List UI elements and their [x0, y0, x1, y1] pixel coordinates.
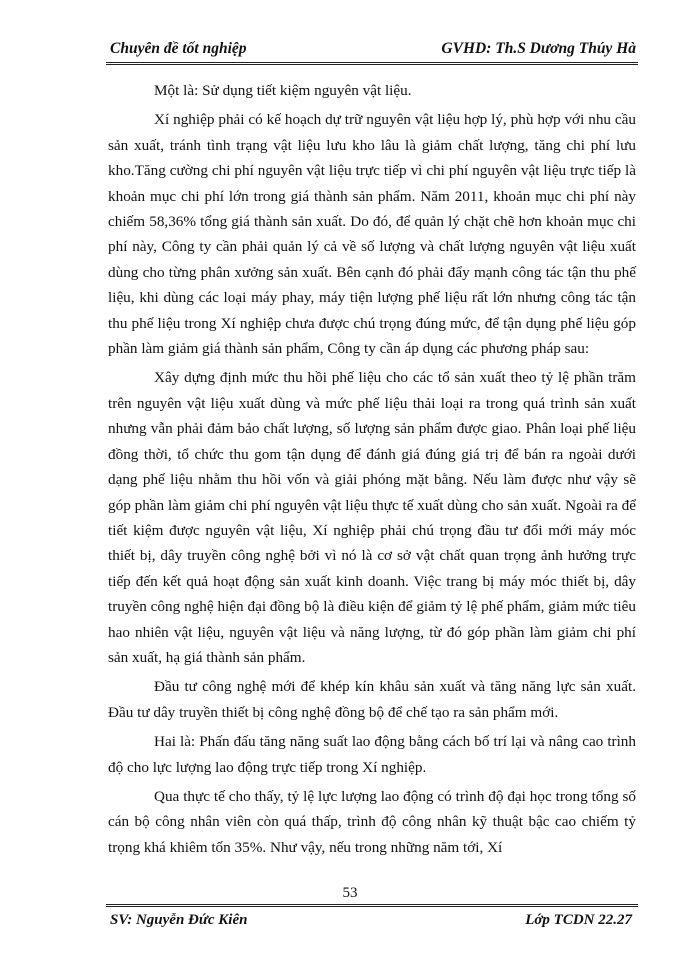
- header-document-title: Chuyên đề tốt nghiệp: [110, 40, 247, 57]
- paragraph-6: Qua thực tế cho thấy, tỷ lệ lực lượng lao động có trình độ đại học trong tổng số cán bộ công nhân viên còn quá thấp, trình độ công nhân kỹ thuật bậc cao chiếm tỷ trọng khá khiêm tốn 35%. Như vậy, nếu trong những năm tới, Xí: [108, 787, 636, 856]
- page-footer: [108, 910, 636, 934]
- paragraph-5: Hai là: Phấn đấu tăng năng suất lao động bằng cách bố trí lại và nâng cao trình độ cho lực lượng lao động trực tiếp trong Xí nghiệp.: [108, 733, 636, 776]
- header-divider: [106, 62, 638, 65]
- page-body: [108, 78, 636, 878]
- header-supervisor: GVHD: Th.S Dương Thúy Hà: [441, 40, 636, 57]
- paragraph-3: Xây dựng định mức thu hồi phế liệu cho các tổ sản xuất theo tỷ lệ phần trăm trên nguyên vật liệu xuất dùng và mức phế liệu thải loại ra trong quá trình sản xuất nhưng vẫn phải đảm bảo chất lượng, số lượng sản phẩm được giao. Phân loại phế liệu đồng thời, tổ chức thu gom tận dụng để đánh giá đúng giá trị để bán ra ngoài dưới dạng phế liệu nhằm thu hồi vốn và giải phóng mặt bằng. Nếu làm được như vậy sẽ góp phần làm giảm chi phí nguyên vật liệu thực tế xuất dùng cho sản xuất. Ngoài ra để tiết kiệm được nguyên vật liệu, Xí nghiệp phải chú trọng đầu tư đổi mới máy móc thiết bị, dây truyền công nghệ bởi vì nó là cơ sở vật chất quan trọng ảnh hưởng trực tiếp đến kết quả hoạt động sản xuất kinh doanh. Việc trang bị máy móc thiết bị, dây truyền công nghệ hiện đại đồng bộ là điều kiện để giảm tỷ lệ phế phẩm, giảm mức tiêu hao nhiên vật liệu, nguyên vật liệu và năng lượng, từ đó góp phần làm giảm chi phí sản xuất, hạ giá thành sản phẩm.: [108, 369, 636, 666]
- paragraph-1: Một là: Sử dụng tiết kiệm nguyên vật liệu.: [154, 82, 412, 99]
- page-header: [108, 38, 636, 64]
- footer-class-code: Lớp TCDN 22.27: [525, 912, 632, 928]
- paragraph-4: Đầu tư công nghệ mới để khép kín khâu sản xuất và tăng năng lực sản xuất. Đầu tư dây truyền thiết bị công nghệ đồng bộ để chế tạo ra sản phẩm mới.: [108, 678, 636, 721]
- page-number: 53: [342, 885, 358, 901]
- footer-divider: [106, 904, 638, 907]
- paragraph-2: Xí nghiệp phải có kế hoạch dự trữ nguyên vật liệu hợp lý, phù hợp với nhu cầu sản xuất, tránh tình trạng vật liệu lưu kho lâu là giảm chất lượng, tăng chi phí lưu kho.Tăng cường chi phí nguyên vật liệu trực tiếp vì chi phí nguyên vật liệu trực tiếp là khoản mục chi phí lớn trong giá thành sản phẩm. Năm 2011, khoản mục chi phí này chiếm 58,36% tổng giá thành sản xuất. Do đó, để quản lý chặt chẽ hơn khoản mục chi phí này, Công ty cần phải quản lý cả về số lượng và chất lượng nguyên vật liệu xuất dùng cho từng phân xưởng sản xuất. Bên cạnh đó phải đẩy mạnh công tác tận thu phế liệu, khi dùng các loại máy phay, máy tiện lượng phế liệu rất lớn nhưng công tác tận thu phế liệu trong Xí nghiệp chưa được chú trọng đúng mức, để tận dụng phế liệu góp phần làm giảm giá thành sản phẩm, Công ty cần áp dụng các phương pháp sau:: [108, 111, 636, 358]
- footer-student-name: SV: Nguyễn Đức Kiên: [110, 912, 248, 928]
